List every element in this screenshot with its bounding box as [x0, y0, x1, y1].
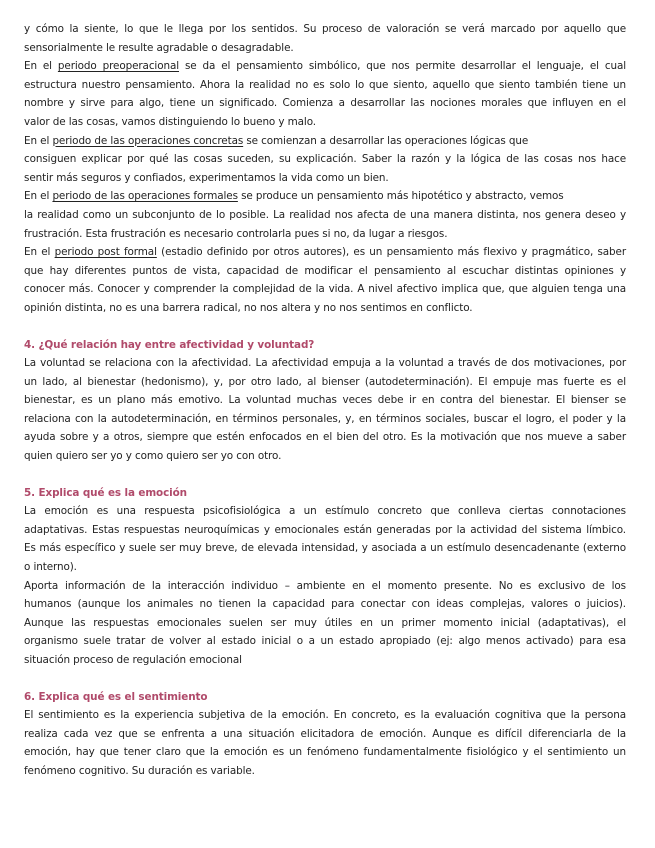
text-line: consiguen explicar por qué las cosas suceden, su explicación. Saber la razón y la lógica de las cosas nos hace — [24, 153, 626, 166]
text-line: Es más específico y suele ser muy breve, de elevada intensidad, y asociada a un estímulo desencadenante (externo — [24, 542, 626, 555]
text-line: situación proceso de regulación emocional — [24, 654, 242, 666]
text-line: fenómeno cognitivo. Su duración es variable. — [24, 764, 255, 777]
text-line: conocer más. Conocer y comprender la complejidad de la vida. A nivel afectivo implica que, que alguien tenga una — [24, 283, 626, 296]
term-operaciones-concretas: periodo de las operaciones concretas — [52, 134, 244, 147]
text-fragment: (estadio definido por otros autores), es un pensamiento más flexivo y pragmático, saber — [156, 246, 627, 259]
paragraph-formal-operations — [24, 187, 626, 243]
text-line: emoción, hay que tener claro que la emoción es un fenómeno fundamentalmente fisiológico y el sentimiento un — [24, 746, 626, 759]
text-line: relaciona con la autodeterminación, en términos personales, y, en términos sociales, buscar el logro, el poder y la — [24, 412, 626, 425]
text-fragment: se produce un pensamiento más hipotético y abstracto, vemos — [237, 190, 564, 203]
text-line: Aunque las respuestas emocionales suelen ser muy útiles en un primer momento inicial (adaptativas), el — [24, 616, 626, 629]
text-line: sentir más seguros y confiados, experimentamos la vida como un bien. — [24, 171, 389, 184]
spacer — [24, 670, 626, 688]
text-fragment: En el — [24, 190, 53, 203]
text-line: quien quiero ser yo y como quiero ser yo con otro. — [24, 450, 282, 463]
section-5 — [24, 484, 626, 670]
section-heading: 4. ¿Qué relación hay entre afectividad y voluntad? — [24, 338, 315, 351]
text-line: La voluntad se relaciona con la afectividad. La afectividad empuja a la voluntad a través de dos motivaciones, por — [24, 357, 626, 370]
section-6 — [24, 688, 626, 781]
text-line: ayuda sobre y a otros, siempre que estén enfocados en el bien del otro. Es la motivación que nos mueve a saber — [24, 431, 626, 444]
text-line: frustración. Esta frustración es necesario controlarla pues si no, da lugar a riesgos. — [24, 227, 448, 240]
text-line: adaptativas. Estas respuestas neuroquímicas y emocionales están generadas por la actividad del sistema límbico. — [24, 523, 626, 536]
text-line: que hay diferentes puntos de vista, capacidad de modificar el pensamiento al escuchar distintas opiniones y — [24, 264, 626, 277]
text-line: valor de las cosas, vamos distinguiendo lo bueno y malo. — [24, 115, 316, 128]
paragraph-preoperational — [24, 57, 626, 131]
text-line: o interno). — [24, 561, 77, 574]
paragraph-concrete-operations — [24, 132, 626, 188]
section-4 — [24, 336, 626, 466]
text-line: la realidad como un subconjunto de lo posible. La realidad nos afecta de una manera distinta, nos genera deseo y — [24, 208, 626, 221]
text-line — [24, 57, 626, 76]
term-periodo-post-formal: periodo post formal — [54, 246, 157, 259]
text-line: realiza cada vez que se enfrenta a una situación elicitadora de emoción. Aunque es difícil diferenciarla de la — [24, 727, 626, 740]
text-fragment: En el — [24, 134, 53, 147]
document-page — [24, 20, 626, 781]
text-line: sensorialmente le resulte agradable o desagradable. — [24, 41, 294, 54]
term-periodo-preoperacional: periodo preoperacional — [57, 60, 180, 73]
text-line: bienestar, es un plano más emotivo. La voluntad muchas veces debe ir en contra del bienestar. El bienser se — [24, 394, 626, 407]
text-fragment: se comienzan a desarrollar las operaciones lógicas que — [243, 134, 529, 147]
text-line: opinión distinta, no es una barrera radical, no nos altera y no nos sentimos en conflicto. — [24, 301, 473, 314]
term-operaciones-formales: periodo de las operaciones formales — [52, 190, 238, 203]
text-line: y cómo la siente, lo que le llega por los sentidos. Su proceso de valoración se verá marcado por aquello que — [24, 23, 626, 35]
spacer — [24, 466, 626, 484]
section-heading: 6. Explica qué es el sentimiento — [24, 690, 208, 703]
text-line: humanos (aunque los animales no tienen la capacidad para conectar con ideas complejas, valores o juicios). — [24, 598, 626, 611]
section-heading: 5. Explica qué es la emoción — [24, 486, 187, 499]
text-fragment: se da el pensamiento simbólico, que nos permite desarrollar el lenguaje, el cual — [179, 60, 626, 73]
text-line: Aporta información de la interacción individuo – ambiente en el momento presente. No es exclusivo de los — [24, 579, 626, 592]
intro-paragraph-1 — [24, 20, 626, 57]
text-line: un lado, al bienestar (hedonismo), y, por otro lado, al bienser (autodeterminación). El empuje mas fuerte es el — [24, 375, 626, 388]
text-line: nombre y sirve para algo, tiene un significado. Comienza a desarrollar las nociones morales que influyen en el — [24, 97, 626, 110]
text-fragment: En el — [24, 60, 58, 73]
text-line — [24, 187, 626, 206]
text-line: organismo suele tratar de volver al estado inicial o a un estado apropiado (ej: algo menos activado) para esa — [24, 635, 626, 648]
text-line — [24, 132, 626, 151]
text-line — [24, 243, 626, 262]
spacer — [24, 318, 626, 336]
text-fragment: En el — [24, 246, 55, 259]
text-line: El sentimiento es la experiencia subjetiva de la emoción. En concreto, es la evaluación cognitiva que la persona — [24, 709, 626, 722]
paragraph-post-formal — [24, 243, 626, 317]
text-line: La emoción es una respuesta psicofisiológica a un estímulo concreto que conlleva ciertas connotaciones — [24, 505, 626, 518]
text-line: estructura nuestro pensamiento. Ahora la realidad no es solo lo que siento, aquello que siento también tiene un — [24, 78, 626, 91]
